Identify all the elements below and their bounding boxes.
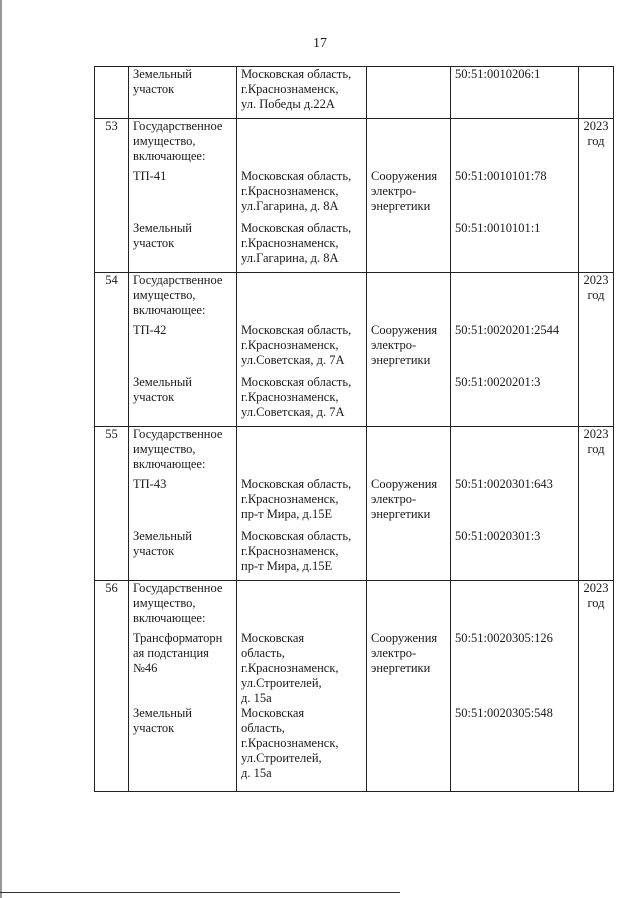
cell-address bbox=[237, 67, 367, 119]
object-type-text: Сооружения электро- энергетики bbox=[371, 322, 438, 367]
cell-cadastral-number bbox=[451, 427, 579, 477]
cell-transfer-term bbox=[579, 323, 614, 375]
cell-transfer-term bbox=[579, 477, 614, 529]
object-name-text: Трансформаторн ая подстанция №46 bbox=[133, 630, 223, 675]
cell-cadastral-number bbox=[451, 67, 579, 119]
cell-cadastral-number bbox=[451, 119, 579, 169]
cell-cadastral-number bbox=[451, 323, 579, 375]
cell-object-name bbox=[129, 169, 237, 221]
cell-transfer-term bbox=[579, 581, 614, 631]
cell-object-name bbox=[129, 375, 237, 427]
object-name-text: Земельный участок bbox=[133, 220, 192, 250]
table-row bbox=[95, 427, 614, 477]
cell-address bbox=[237, 477, 367, 529]
cell-object-type bbox=[367, 529, 451, 581]
cell-row-number bbox=[95, 273, 129, 323]
property-table bbox=[94, 66, 614, 792]
address-text: Московская область, г.Краснознаменск, ул.Советская, д. 7А bbox=[241, 374, 352, 419]
object-name-text: Земельный участок bbox=[133, 67, 192, 96]
object-name-text: Земельный участок bbox=[133, 705, 192, 735]
object-name-text: Государственное имущество, включающее: bbox=[133, 119, 223, 163]
cell-transfer-term bbox=[579, 221, 614, 273]
cell-object-type bbox=[367, 477, 451, 529]
address-text: Московская область, г.Краснознаменск, ул.Гагарина, д. 8А bbox=[241, 220, 352, 265]
object-name-text: Земельный участок bbox=[133, 528, 192, 558]
table-row bbox=[95, 273, 614, 323]
cell-address bbox=[237, 706, 367, 792]
cell-transfer-term bbox=[579, 529, 614, 581]
cadastral-number-text: 50:51:0020301:643 bbox=[455, 476, 553, 491]
table-row bbox=[95, 477, 614, 529]
cell-object-type bbox=[367, 375, 451, 427]
cell-transfer-term bbox=[579, 631, 614, 706]
table-row bbox=[95, 67, 614, 119]
cell-object-name bbox=[129, 221, 237, 273]
object-name-text: Государственное имущество, включающее: bbox=[133, 273, 223, 317]
cell-object-name bbox=[129, 529, 237, 581]
table-row bbox=[95, 706, 614, 792]
cell-transfer-term bbox=[579, 706, 614, 792]
cell-address bbox=[237, 323, 367, 375]
transfer-term-text: 2023 год bbox=[583, 119, 609, 148]
cell-cadastral-number bbox=[451, 529, 579, 581]
row-number-text: 55 bbox=[105, 427, 118, 441]
cell-object-name bbox=[129, 119, 237, 169]
cell-row-number bbox=[95, 477, 129, 529]
cell-object-name bbox=[129, 67, 237, 119]
table-row bbox=[95, 375, 614, 427]
cadastral-number-text: 50:51:0010101:78 bbox=[455, 168, 547, 183]
cell-row-number bbox=[95, 323, 129, 375]
cell-cadastral-number bbox=[451, 169, 579, 221]
cell-object-type bbox=[367, 273, 451, 323]
address-text: Московская область, г.Краснознаменск, ул. Победы д.22А bbox=[241, 67, 352, 111]
cell-object-type bbox=[367, 631, 451, 706]
cell-cadastral-number bbox=[451, 706, 579, 792]
cadastral-number-text: 50:51:0010206:1 bbox=[455, 67, 541, 81]
cell-row-number bbox=[95, 631, 129, 706]
address-text: Московская область, г.Краснознаменск, ул.Строителей, д. 15а bbox=[241, 705, 339, 780]
bottom-rule bbox=[0, 892, 400, 893]
cadastral-number-text: 50:51:0020301:3 bbox=[455, 528, 541, 543]
cell-address bbox=[237, 273, 367, 323]
object-name-text: Государственное имущество, включающее: bbox=[133, 427, 223, 471]
cell-row-number bbox=[95, 67, 129, 119]
cell-row-number bbox=[95, 221, 129, 273]
cell-cadastral-number bbox=[451, 273, 579, 323]
table-row bbox=[95, 581, 614, 631]
cell-row-number bbox=[95, 169, 129, 221]
cell-address bbox=[237, 581, 367, 631]
cell-address bbox=[237, 221, 367, 273]
cell-object-type bbox=[367, 67, 451, 119]
cell-cadastral-number bbox=[451, 375, 579, 427]
table-row bbox=[95, 323, 614, 375]
object-name-text: Земельный участок bbox=[133, 374, 192, 404]
cell-object-type bbox=[367, 119, 451, 169]
cell-object-name bbox=[129, 631, 237, 706]
cell-row-number bbox=[95, 427, 129, 477]
cell-object-name bbox=[129, 427, 237, 477]
address-text: Московская область, г.Краснознаменск, ул.Советская, д. 7А bbox=[241, 322, 352, 367]
cell-cadastral-number bbox=[451, 581, 579, 631]
cell-object-type bbox=[367, 706, 451, 792]
cell-address bbox=[237, 169, 367, 221]
table-row bbox=[95, 169, 614, 221]
object-name-text: ТП-41 bbox=[133, 168, 167, 183]
cell-object-type bbox=[367, 581, 451, 631]
cell-address bbox=[237, 119, 367, 169]
transfer-term-text: 2023 год bbox=[583, 427, 609, 456]
scan-left-edge bbox=[0, 0, 2, 898]
page-number: 17 bbox=[313, 36, 327, 51]
table-row bbox=[95, 529, 614, 581]
table-row bbox=[95, 221, 614, 273]
cadastral-number-text: 50:51:0020305:548 bbox=[455, 705, 553, 720]
transfer-term-text: 2023 год bbox=[583, 581, 609, 610]
address-text: Московская область, г.Краснознаменск, пр-т Мира, д.15Е bbox=[241, 476, 352, 521]
cell-row-number bbox=[95, 706, 129, 792]
object-type-text: Сооружения электро- энергетики bbox=[371, 168, 438, 213]
cell-transfer-term bbox=[579, 375, 614, 427]
cell-address bbox=[237, 529, 367, 581]
cell-row-number bbox=[95, 375, 129, 427]
row-number-text: 56 bbox=[105, 581, 118, 595]
table-row bbox=[95, 631, 614, 706]
cell-object-name bbox=[129, 477, 237, 529]
cell-row-number bbox=[95, 581, 129, 631]
address-text: Московская область, г.Краснознаменск, ул.Строителей, д. 15а bbox=[241, 630, 339, 705]
row-number-text: 54 bbox=[105, 273, 118, 287]
cell-address bbox=[237, 427, 367, 477]
object-name-text: ТП-43 bbox=[133, 476, 167, 491]
object-type-text: Сооружения электро- энергетики bbox=[371, 476, 438, 521]
cell-row-number bbox=[95, 119, 129, 169]
object-name-text: ТП-42 bbox=[133, 322, 167, 337]
transfer-term-text: 2023 год bbox=[583, 273, 609, 302]
cell-object-name bbox=[129, 273, 237, 323]
cell-transfer-term bbox=[579, 169, 614, 221]
cell-address bbox=[237, 375, 367, 427]
cell-transfer-term bbox=[579, 67, 614, 119]
object-type-text: Сооружения электро- энергетики bbox=[371, 630, 438, 675]
cell-object-type bbox=[367, 169, 451, 221]
table-body bbox=[95, 67, 614, 792]
cell-transfer-term bbox=[579, 119, 614, 169]
cell-cadastral-number bbox=[451, 631, 579, 706]
cell-cadastral-number bbox=[451, 477, 579, 529]
address-text: Московская область, г.Краснознаменск, ул.Гагарина, д. 8А bbox=[241, 168, 352, 213]
object-name-text: Государственное имущество, включающее: bbox=[133, 581, 223, 625]
cell-object-type bbox=[367, 221, 451, 273]
cell-object-name bbox=[129, 581, 237, 631]
cell-object-name bbox=[129, 323, 237, 375]
table-row bbox=[95, 119, 614, 169]
cell-transfer-term bbox=[579, 427, 614, 477]
cell-object-type bbox=[367, 323, 451, 375]
cell-cadastral-number bbox=[451, 221, 579, 273]
cell-row-number bbox=[95, 529, 129, 581]
row-number-text: 53 bbox=[105, 119, 118, 133]
cell-transfer-term bbox=[579, 273, 614, 323]
cadastral-number-text: 50:51:0020201:2544 bbox=[455, 322, 560, 337]
cadastral-number-text: 50:51:0020201:3 bbox=[455, 374, 541, 389]
cell-address bbox=[237, 631, 367, 706]
cadastral-number-text: 50:51:0020305:126 bbox=[455, 630, 553, 645]
cell-object-type bbox=[367, 427, 451, 477]
cadastral-number-text: 50:51:0010101:1 bbox=[455, 220, 541, 235]
cell-object-name bbox=[129, 706, 237, 792]
address-text: Московская область, г.Краснознаменск, пр-т Мира, д.15Е bbox=[241, 528, 352, 573]
